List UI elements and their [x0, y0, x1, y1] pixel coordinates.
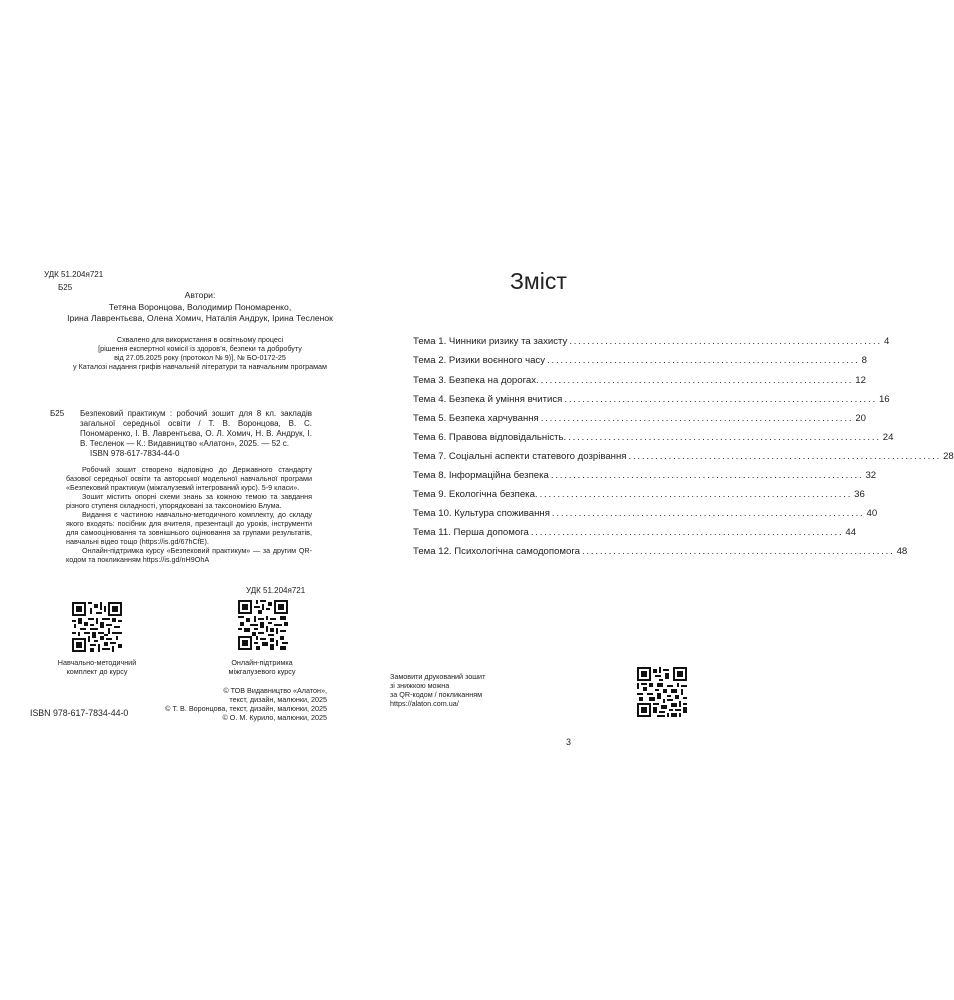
udk-code-top: УДК 51.204я721 [44, 270, 104, 279]
toc-leader-dots: ...................................................................... [628, 451, 942, 462]
copyright-line: текст, дизайн, малюнки, 2025 [229, 695, 327, 704]
toc-item-label: Тема 9. Екологічна безпека. [413, 489, 538, 500]
toc-leader-dots: ...................................................................... [550, 470, 864, 481]
qr-code-icon [72, 602, 122, 652]
biblio-text: Безпековий практикум : робочий зошит для 8 кл. закладів загальної середньої освіти / Т. В. Воронцова, В. С. Пономаренко, І. В. Лаврентьєва, О. Л. Хомич, Н. В. Андрук, І. В. Тесленок — К.: Видавництво «Алатон», 2025. — 52 с. [80, 409, 312, 448]
toc-leader-dots: ...................................................................... [530, 527, 844, 538]
toc-item[interactable] [413, 451, 954, 463]
qr-code-teaching-kit[interactable] [72, 602, 122, 657]
qr-code-icon [238, 600, 288, 650]
toc-item-page: 12 [855, 375, 866, 386]
toc-leader-dots: ...................................................................... [547, 355, 860, 366]
toc-item-label: Тема 1. Чинники ризику та захисту [413, 336, 568, 347]
toc-item[interactable] [413, 336, 890, 348]
toc-item-page: 24 [882, 432, 894, 443]
toc-item-page: 48 [896, 546, 908, 557]
toc-item-page: 44 [845, 527, 857, 538]
toc-item-page: 36 [854, 489, 865, 500]
qr-caption-line: міжгалузевого курсу [228, 667, 296, 676]
toc-item[interactable] [413, 394, 890, 406]
qr-code-icon [637, 667, 687, 717]
order-info-line: за QR-кодом / покликанням [390, 690, 483, 699]
toc-item[interactable] [413, 375, 866, 387]
udk-code-bottom: УДК 51.204я721 [246, 586, 306, 595]
authors-line-1: Тетяна Воронцова, Володимир Пономаренко, [108, 301, 292, 312]
toc-leader-dots: ...................................................................... [540, 375, 854, 386]
toc-item[interactable] [413, 432, 894, 444]
toc-item[interactable] [413, 470, 877, 482]
toc-leader-dots: ...................................................................... [540, 413, 854, 424]
toc-item[interactable] [413, 489, 865, 501]
toc-item-label: Тема 8. Інформаційна безпека [413, 470, 549, 481]
copyright-block [165, 686, 327, 722]
toc-item-label: Тема 6. Правова відповідальність. [413, 432, 567, 443]
toc-leader-dots: ...................................................................... [539, 489, 853, 500]
toc-item-page: 8 [861, 355, 867, 366]
description-paragraph: Онлайн-підтримка курсу «Безпековий практикум» — за другим QR-кодом та покликанням https://is.gd/nH9OhA [66, 546, 312, 564]
description-block [66, 465, 312, 564]
qr-caption-online-support [212, 658, 312, 676]
approval-line: у Каталозі надання грифів навчальній літератури та навчальним програмам [73, 362, 327, 371]
qr-code-order[interactable] [637, 667, 687, 722]
toc-item-page: 28 [943, 451, 954, 462]
copyright-line: © Т. В. Воронцова, текст, дизайн, малюнки, 2025 [165, 704, 327, 713]
toc-item[interactable] [413, 546, 908, 558]
order-info-line: зі знижкою можна [390, 681, 450, 690]
toc-leader-dots: ...................................................................... [551, 508, 865, 519]
description-paragraph: Зошит містить опорні схеми знань за кожною темою та завдання різного ступеня складності, упорядковані за таксономією Блума. [66, 492, 312, 510]
toc-item-label: Тема 2. Ризики воєнного часу [413, 355, 546, 366]
qr-caption-line: комплект до курсу [66, 667, 128, 676]
authors-line-2: Ірина Лаврентьєва, Олена Хомич, Наталія Андрук, Ірина Тесленок [67, 313, 333, 323]
toc-item-label: Тема 12. Психологічна самодопомога [413, 546, 580, 557]
order-info-block [390, 672, 485, 708]
copyright-line: © О. М. Курило, малюнки, 2025 [222, 713, 327, 722]
description-paragraph: Видання є частиною навчально-методичного комплекту, до складу якого входять: посібник для вчителя, презентації до уроків, інструменти для самооцінювання та зовнішнього оцінювання за групами результатів, навчальні відео тощо (https://is.gd/67hCfE). [66, 510, 312, 546]
toc-item-page: 20 [855, 413, 867, 424]
qr-caption-line: Навчально-методичний [57, 658, 137, 667]
biblio-entry [80, 409, 312, 459]
isbn-bottom: ISBN 978-617-7834-44-0 [30, 708, 129, 718]
toc-item-page: 32 [865, 470, 877, 481]
toc-leader-dots: ...................................................................... [568, 432, 881, 443]
page-title: Зміст [510, 268, 567, 294]
approval-line: Схвалено для використання в освітньому процесі [116, 335, 284, 344]
toc-item-label: Тема 4. Безпека й уміння вчитися [413, 394, 563, 405]
qr-caption-teaching-kit [47, 658, 147, 676]
authors-block [40, 290, 360, 325]
toc-item-label: Тема 10. Культура споживання [413, 508, 550, 519]
toc-item-label: Тема 11. Перша допомога [413, 527, 529, 538]
qr-caption-line: Онлайн-підтримка [231, 658, 293, 667]
toc-item-page: 16 [878, 394, 890, 405]
toc-item[interactable] [413, 508, 878, 520]
toc-leader-dots: ...................................................................... [569, 336, 882, 347]
toc-item-label: Тема 7. Соціальні аспекти статевого дозрівання [413, 451, 627, 462]
page-number: 3 [566, 737, 572, 747]
approval-line: [рішення експертної комісії із здоров’я, безпеки та добробуту [98, 344, 302, 353]
catalog-code-top: Б25 [58, 283, 73, 292]
approval-block [40, 335, 360, 371]
toc-item[interactable] [413, 527, 857, 539]
toc-item[interactable] [413, 355, 867, 367]
toc-item[interactable] [413, 413, 867, 425]
copyright-line: © ТОВ Видавництво «Алатон», [223, 686, 327, 695]
biblio-code: Б25 [50, 409, 65, 418]
toc-leader-dots: ...................................................................... [581, 546, 895, 557]
approval-line: від 27.05.2025 року (протокол № 9)], № БО-0172-25 [114, 353, 286, 362]
biblio-isbn: ISBN 978-617-7834-44-0 [90, 449, 180, 458]
order-link[interactable]: https://alaton.com.ua/ [390, 699, 459, 708]
order-info-line: Замовити друкований зошит [390, 672, 486, 681]
toc-item-page: 40 [866, 508, 878, 519]
toc-leader-dots: ...................................................................... [564, 394, 877, 405]
authors-heading: Автори: [184, 290, 216, 300]
qr-code-online-support[interactable] [238, 600, 288, 655]
toc-item-page: 4 [883, 336, 890, 347]
description-paragraph: Робочий зошит створено відповідно до Державного стандарту базової середньої освіти та авторської модельної навчальної програми «Безпековий практикум (міжгалузевий інтегрований курс). 5-9 класи». [66, 465, 312, 492]
toc-item-label: Тема 5. Безпека харчування [413, 413, 539, 424]
toc-item-label: Тема 3. Безпека на дорогах. [413, 375, 539, 386]
